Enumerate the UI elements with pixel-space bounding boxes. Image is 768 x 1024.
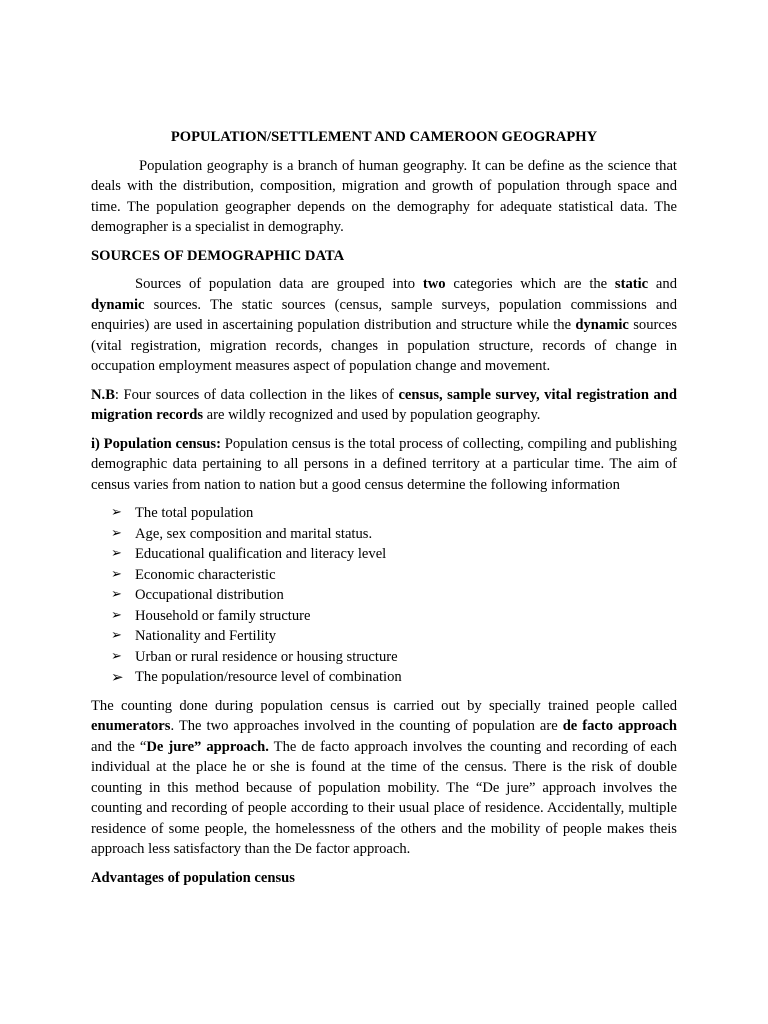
text-run: The counting done during population census is carried out by specially trained people called: [91, 697, 677, 714]
text-run: sources (vital registration, migration records, changes in population structure, records of change in occupation employment measures aspect of population change and movement.: [91, 317, 677, 374]
census-paragraph: [91, 434, 677, 496]
list-item: [111, 585, 677, 606]
list-item: [111, 606, 677, 627]
list-item: [111, 503, 677, 524]
arrow-bullet-icon: ➢: [111, 648, 122, 664]
text-run: : Four sources of data collection in the likes of: [114, 386, 399, 403]
text-run: and the “: [91, 738, 147, 755]
arrow-bullet-icon: ➢: [111, 525, 122, 541]
list-item-text: Urban or rural residence or housing structure: [135, 648, 398, 665]
list-item-text: Occupational distribution: [135, 587, 284, 603]
list-item-text: The population/resource level of combination: [135, 669, 402, 685]
census-information-list: [91, 503, 677, 688]
sources-paragraph: [91, 274, 677, 377]
bold-run: two: [422, 276, 446, 292]
arrow-bullet-icon: ➢: [111, 668, 124, 686]
advantages-heading: Advantages of population census: [91, 869, 295, 886]
document-title: POPULATION/SETTLEMENT AND CAMEROON GEOGRAPHY: [170, 129, 598, 145]
arrow-bullet-icon: ➢: [111, 505, 122, 520]
list-item-text: Economic characteristic: [135, 566, 276, 583]
bold-run: enumerators: [91, 718, 171, 734]
bold-run: dynamic: [91, 296, 145, 313]
bold-run: de facto approach: [562, 718, 677, 734]
bold-run: N.B: [91, 386, 115, 403]
nb-paragraph: [91, 385, 677, 426]
arrow-bullet-icon: ➢: [111, 546, 122, 561]
bold-run: De jure” approach.: [146, 738, 269, 755]
text-run: are wildly recognized and used by population geography.: [203, 407, 541, 423]
arrow-bullet-icon: ➢: [111, 587, 122, 602]
sources-heading: SOURCES OF DEMOGRAPHIC DATA: [91, 247, 345, 264]
list-item: [111, 524, 677, 545]
bold-run: census, sample survey, vital registration and migration records: [91, 386, 678, 423]
counting-paragraph: [91, 696, 677, 860]
text-run: The de facto approach involves the counting and recording of each individual at the place he or she is found at the time of the census. There is the risk of double counting in this method because of population mobility. The “De jure” approach involves the counting and recording of people according to their usual place of residence. Accidentally, multiple residence of some people, the homelessness of the others and the mobility of people makes theis approach less satisfactory than the De factor approach.: [91, 738, 677, 857]
bold-run: static: [614, 276, 649, 292]
list-item: [111, 667, 677, 688]
list-item-text: The total population: [135, 505, 254, 521]
list-item-text: Nationality and Fertility: [135, 628, 277, 644]
list-item: [111, 544, 677, 565]
text-run: . The two approaches involved in the counting of population are: [170, 718, 563, 734]
arrow-bullet-icon: ➢: [111, 607, 122, 623]
document-body: [91, 127, 677, 896]
text-run: Sources of population data are grouped into: [135, 276, 423, 292]
bold-run: dynamic: [575, 317, 629, 333]
arrow-bullet-icon: ➢: [111, 628, 122, 643]
text-run: categories which are the: [445, 276, 615, 292]
list-item-text: Educational qualification and literacy level: [135, 546, 387, 562]
text-run: and: [648, 276, 678, 292]
list-item: [111, 647, 677, 668]
text-run: Population census is the total process of collecting, compiling and publishing demographic data pertaining to all persons in a defined territory at a particular time. The aim of census varies from nation to nation but a good census determine the following information: [91, 435, 677, 493]
text-run: sources. The static sources (census, sample surveys, population commissions and enquiries) are used in ascertaining population distribution and structure while the: [91, 296, 677, 333]
list-item-text: Household or family structure: [135, 607, 311, 624]
list-item: [111, 626, 677, 647]
intro-paragraph: Population geography is a branch of human geography. It can be define as the science that deals with the distribution, composition, migration and growth of population through space and time. The population geographer depends on the demography for adequate statistical data. The demographer is a specialist in demography.: [91, 157, 677, 235]
bold-run: i) Population census:: [91, 435, 221, 452]
list-item: [111, 565, 677, 586]
list-item-text: Age, sex composition and marital status.: [135, 525, 373, 542]
arrow-bullet-icon: ➢: [111, 566, 122, 582]
